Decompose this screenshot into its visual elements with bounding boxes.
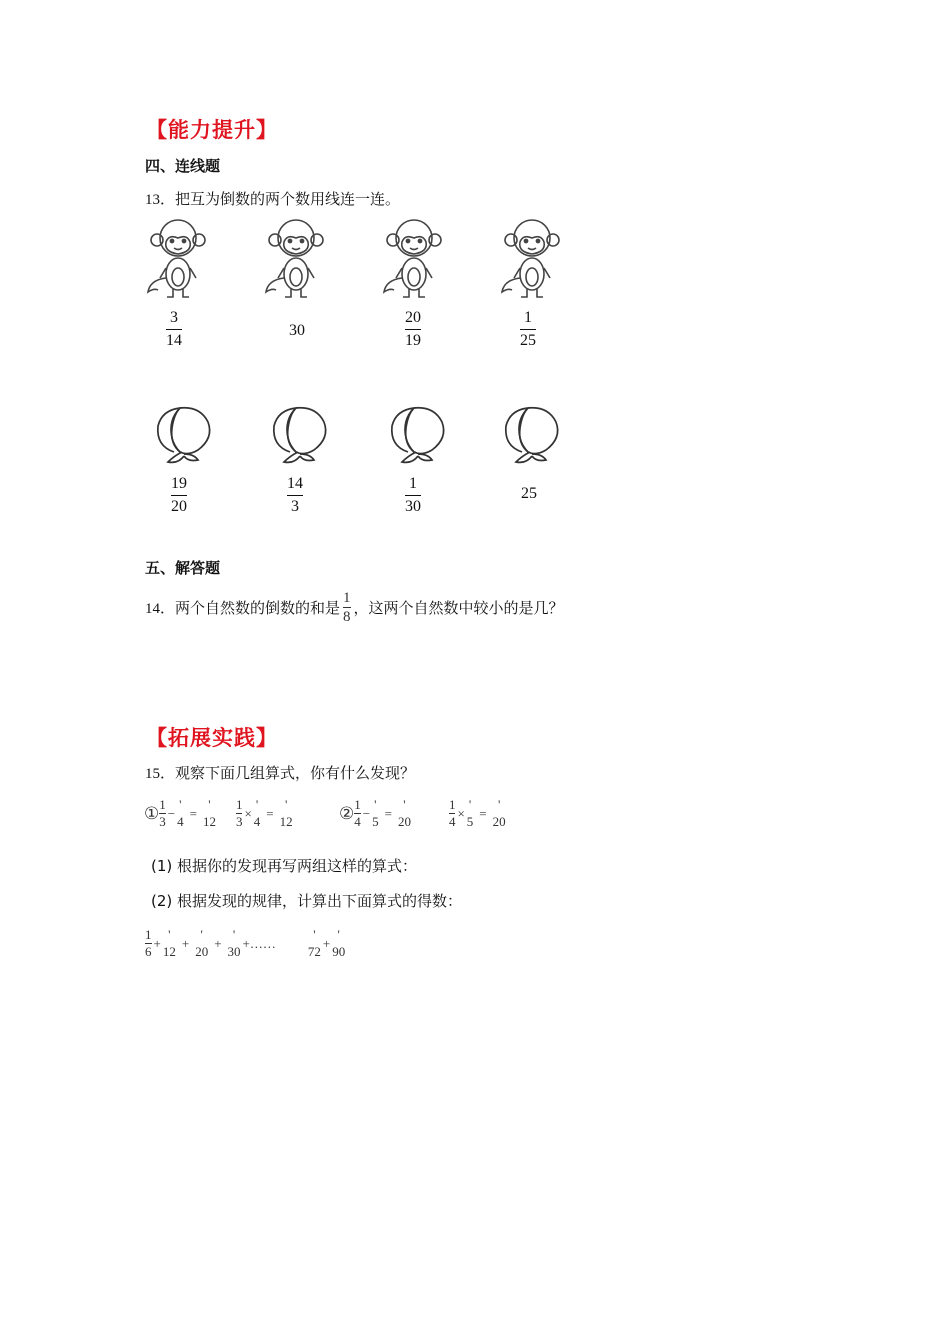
peach-number-1[interactable] — [171, 475, 187, 516]
fraction-numerator: 1 — [524, 309, 532, 326]
sub-question-2: (2) 根据发现的规律，计算出下面算式的得数： — [151, 892, 463, 910]
monkey-number-2[interactable]: 30 — [289, 322, 305, 339]
question-number: 13． — [145, 192, 176, 208]
question-number: 15． — [145, 766, 176, 782]
fraction-bar — [171, 495, 187, 496]
equals-sign: = — [384, 805, 392, 821]
times-sign: × — [457, 805, 465, 821]
fraction-denominator: 20 — [171, 498, 187, 516]
sub-question-1: (1) 根据你的发现再写两组这样的算式： — [151, 857, 418, 875]
peach-icon — [386, 402, 450, 466]
peach-number-3[interactable] — [405, 475, 421, 516]
equals-sign: = — [189, 805, 197, 821]
section-heading-extend: 【拓展实践】 — [146, 726, 278, 750]
fraction: ' 12 — [202, 797, 216, 829]
fraction-denominator: 14 — [166, 332, 182, 350]
plus-sign: + — [214, 935, 222, 951]
fraction-bar — [405, 329, 421, 330]
minus-sign: − — [362, 805, 371, 821]
fraction-denominator: 3 — [291, 498, 299, 516]
fraction-denominator: 30 — [405, 498, 421, 516]
fraction: ' 20 — [492, 797, 506, 829]
plus-sign: + — [153, 935, 161, 951]
monkey-icon — [261, 216, 331, 302]
monkey-number-1[interactable] — [166, 309, 182, 350]
question-15 — [145, 762, 415, 783]
equals-sign: = — [266, 805, 274, 821]
fraction: ' 30 — [227, 927, 241, 959]
part-five-title: 五、解答题 — [145, 559, 221, 577]
fraction-bar — [520, 329, 536, 330]
fraction: 1 3 — [159, 797, 166, 829]
fraction-numerator: 20 — [405, 309, 421, 326]
times-sign: × — [244, 805, 252, 821]
fraction: ' 12 — [162, 927, 176, 959]
fraction: ' 4 — [253, 797, 261, 829]
equals-sign: = — [479, 805, 487, 821]
monkey-icon — [143, 216, 213, 302]
peach-icon — [152, 402, 216, 466]
circled-number-one: ① — [144, 803, 160, 823]
peach-icon — [268, 402, 332, 466]
fraction-numerator: 19 — [171, 475, 187, 492]
part-four-title: 四、连线题 — [145, 157, 221, 175]
fraction-denominator: 25 — [520, 332, 536, 350]
fraction: ' 5 — [466, 797, 474, 829]
fraction: ' 72 — [307, 927, 321, 959]
fraction-numerator: 14 — [287, 475, 303, 492]
fraction-numerator: 3 — [170, 309, 178, 326]
section-heading-ability: 【能力提升】 — [146, 118, 278, 142]
fraction-numerator: 1 — [409, 475, 417, 492]
question-number: 14． — [145, 601, 176, 617]
fraction-numerator: 1 — [343, 590, 351, 606]
question-14 — [145, 590, 564, 625]
monkey-icon — [379, 216, 449, 302]
fraction: ' 5 — [372, 797, 379, 829]
plus-sign: + — [322, 935, 331, 951]
question-text: 把互为倒数的两个数用线连一连。 — [175, 190, 401, 208]
fraction: ' 90 — [332, 927, 346, 959]
fraction: ' 20 — [195, 927, 209, 959]
fraction: 1 3 — [235, 797, 243, 829]
fraction-one-eighth — [343, 590, 351, 625]
fraction-denominator: 8 — [343, 609, 351, 625]
plus-sign: + — [181, 935, 190, 951]
peach-number-2[interactable] — [287, 475, 303, 516]
ellipsis: +…… — [242, 935, 276, 951]
fraction-bar — [343, 607, 351, 608]
question-text: 观察下面几组算式，你有什么发现？ — [175, 764, 416, 782]
fraction: 1 6 — [145, 927, 152, 959]
equation-group-2 — [339, 798, 506, 829]
fraction: 1 4 — [448, 797, 456, 829]
peach-icon — [500, 402, 564, 466]
monkey-icon — [497, 216, 567, 302]
minus-sign: − — [167, 805, 176, 821]
fraction-bar — [405, 495, 421, 496]
fraction: ' 20 — [397, 797, 411, 829]
peach-number-4[interactable]: 25 — [521, 485, 537, 502]
fraction-bar — [166, 329, 182, 330]
equation-group-1 — [144, 798, 293, 829]
circled-number-two: ② — [339, 803, 355, 823]
monkey-number-3[interactable] — [405, 309, 421, 350]
question-text-part-b: ，这两个自然数中较小的是几？ — [353, 599, 564, 617]
monkey-number-4[interactable] — [520, 309, 536, 350]
fraction-denominator: 19 — [405, 332, 421, 350]
series-expression — [145, 928, 345, 959]
fraction: ' 4 — [177, 797, 184, 829]
fraction: 1 4 — [354, 797, 361, 829]
question-13 — [145, 188, 400, 209]
fraction-bar — [287, 495, 303, 496]
fraction: ' 12 — [279, 797, 293, 829]
question-text-part-a: 两个自然数的倒数的和是 — [175, 599, 341, 617]
